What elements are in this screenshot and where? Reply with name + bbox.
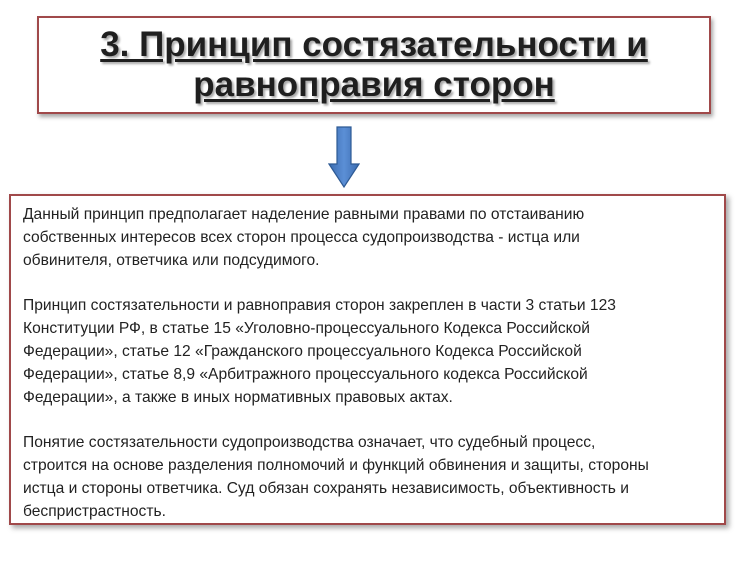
title-line-2: равноправия сторон: [193, 65, 555, 104]
content-box: [9, 194, 726, 525]
paragraph-definition: Данный принцип предполагает наделение равными правами по отстаиванию собственных интересов всех сторон процесса судопроизводства - истца или обвинителя, ответчика или подсудимого.: [23, 206, 585, 269]
title-box: [37, 16, 711, 114]
title-line-1: 3. Принцип состязательности и: [100, 25, 648, 64]
paragraph-concept: Понятие состязательности судопроизводства означает, что судебный процесс, строится на основе разделения полномочий и функций обвинения и защиты, стороны истца и стороны ответчика. Суд обязан сохранять независимость, объективность и беспристрастность.: [23, 434, 649, 520]
arrow-down-icon: [328, 126, 360, 188]
paragraph-legal-basis: Принцип состязательности и равноправия сторон закреплен в части 3 статьи 123 Конституции РФ, в статье 15 «Уголовно-процессуального Кодекса Российской Федерации», статье 12 «Гражданского процессуального Кодекса Российской Федерации», статье 8,9 «Арбитражного процессуального кодекса Российской Федерации», а также в иных нормативных правовых актах.: [23, 297, 616, 406]
slide-title: [100, 25, 648, 105]
